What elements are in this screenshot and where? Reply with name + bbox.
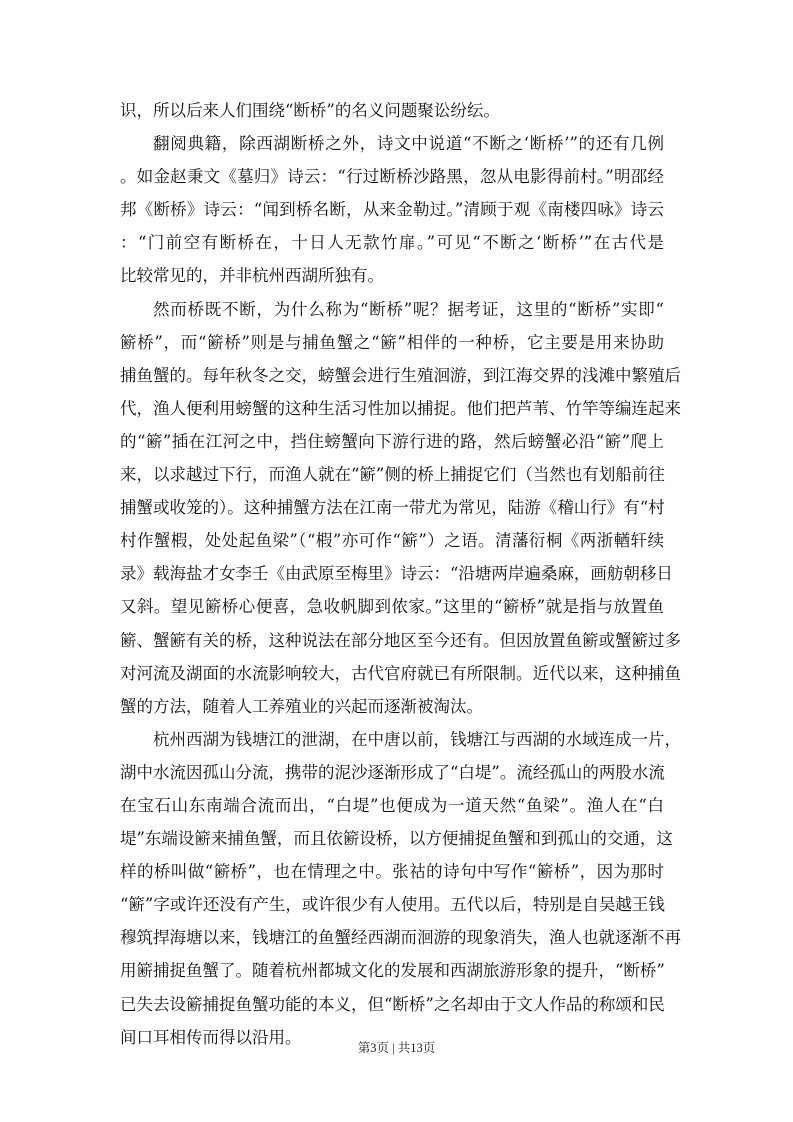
text-line: 簖、蟹簖有关的桥，这种说法在部分地区至今还有。但因放置鱼簖或蟹簖过多 <box>120 630 681 650</box>
text-line: 然而桥既不断，为什么称为“断桥”呢？据考证，这里的“断桥”实即“ <box>153 299 664 319</box>
text-line: 。如金赵秉文《墓归》诗云：“行过断桥沙路黑，忽从电影得前村。”明邵经 <box>120 167 664 187</box>
text-line: 间口耳相传而得以沿用。 <box>120 1027 302 1047</box>
text-line: 来，以求越过下行，而渔人就在“簖”侧的桥上捕捉它们（当然也有划船前往 <box>120 465 665 485</box>
text-line: 捕蟹或收笼的）。这种捕蟹方法在江南一带尤为常见，陆游《稽山行》有“村 <box>120 498 665 518</box>
text-line: 比较常见的，并非杭州西湖所独有。 <box>120 266 384 286</box>
text-line: 在宝石山东南端合流而出，“白堤”也便成为一道天然“鱼梁”。渔人在“白 <box>120 795 664 815</box>
text-line: 杭州西湖为钱塘江的泄湖，在中唐以前，钱塘江与西湖的水域连成一片， <box>153 729 681 749</box>
text-line: 又斜。望见簖桥心便喜，急收帆脚到侬家。”这里的“簖桥”就是指与放置鱼 <box>120 597 664 617</box>
page-number-label: 第3页 | 共13页 <box>357 1041 436 1055</box>
text-line: 捕鱼蟹的。每年秋冬之交，螃蟹会进行生殖洄游，到江海交界的浅滩中繁殖后 <box>120 365 681 385</box>
page-footer <box>0 1038 793 1056</box>
text-line: 样的桥叫做“簖桥”，也在情理之中。张祜的诗句中写作“簖桥”，因为那时 <box>120 862 664 882</box>
text-line: 代，渔人便利用螃蟹的这种生活习性加以捕捉。他们把芦苇、竹竿等编连起来 <box>120 398 681 418</box>
text-line: 村作蟹椵，处处起鱼梁”（“椵”亦可作“簖”）之语。清藩衍桐《两浙輶轩续 <box>120 531 664 551</box>
text-line: 湖中水流因孤山分流，携带的泥沙逐渐形成了“白堤”。流经孤山的两股水流 <box>120 762 665 782</box>
text-line: 对河流及湖面的水流影响较大，古代官府就已有所限制。近代以来，这种捕鱼 <box>120 663 681 683</box>
document-body <box>120 94 681 1054</box>
text-line: ：“门前空有断桥在，十日人无款竹扉。”可见“不断之‘断桥’”在古代是 <box>120 233 664 253</box>
text-line: 已失去设簖捕捉鱼蟹功能的本义，但“断桥”之名却由于文人作品的称颂和民 <box>120 994 665 1014</box>
text-line: 堤”东端设簖来捕鱼蟹，而且依簖设桥，以方便捕捉鱼蟹和到孤山的交通，这 <box>120 829 673 849</box>
text-line: 用簖捕捉鱼蟹了。随着杭州都城文化的发展和西湖旅游形象的提升，“断桥” <box>120 961 665 981</box>
text-line: 识，所以后来人们围绕“断桥”的名义问题聚讼纷纭。 <box>120 101 500 120</box>
text-line: 的“簖”插在江河之中，挡住螃蟹向下游行进的路，然后螃蟹必沿“簖”爬上 <box>120 431 664 451</box>
text-line: 翻阅典籍，除西湖断桥之外，诗文中说道“不断之‘断桥’”的还有几例 <box>153 134 664 154</box>
text-line: “簖”字或许还没有产生，或许很少有人使用。五代以后，特别是自吴越王钱 <box>120 895 665 915</box>
text-line: 蟹的方法，随着人工养殖业的兴起而逐渐被淘汰。 <box>120 696 483 716</box>
text-line: 簖桥”，而“簖桥”则是与捕鱼蟹之“簖”相伴的一种桥，它主要是用来协助 <box>120 332 664 352</box>
text-line: 录》载海盐才女李壬《由武原至梅里》诗云：“沿塘两岸遍桑麻，画舫朝移日 <box>120 564 673 584</box>
text-line: 邦《断桥》诗云：“闻到桥名断，从来金勒过。”清顾于观《南楼四咏》诗云 <box>120 200 664 220</box>
text-line: 穆筑捍海塘以来，钱塘江的鱼蟹经西湖而洄游的现象消失，渔人也就逐渐不再 <box>120 928 681 948</box>
